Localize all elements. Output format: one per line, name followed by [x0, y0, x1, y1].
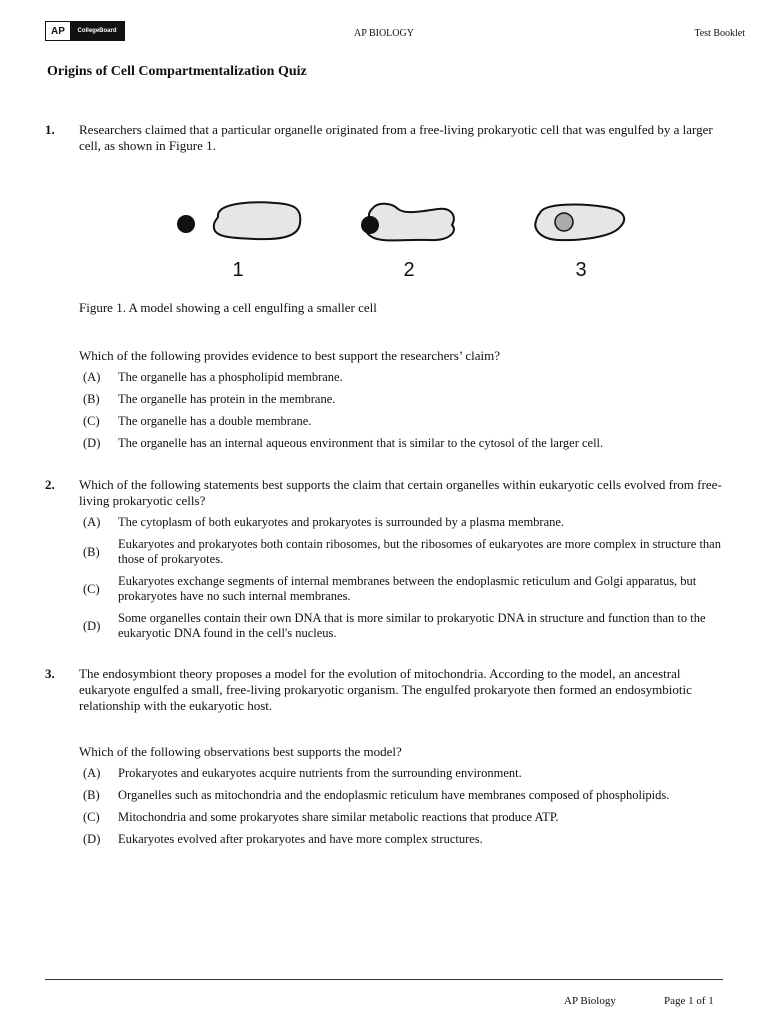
- option-text: The cytoplasm of both eukaryotes and prokaryotes is surrounded by a plasma membrane.: [118, 515, 565, 529]
- host-cell-icon: [535, 205, 624, 241]
- option-label: (B): [83, 544, 100, 559]
- answer-option[interactable]: [83, 788, 725, 803]
- answer-options: [83, 515, 725, 641]
- small-cell-icon: [177, 215, 195, 233]
- answer-option[interactable]: [83, 766, 725, 781]
- option-text: Eukaryotes evolved after prokaryotes and have more complex structures.: [118, 832, 483, 846]
- answer-options: [83, 766, 725, 847]
- answer-option[interactable]: [83, 392, 725, 407]
- engulfing-cell-icon: [367, 204, 454, 241]
- answer-option[interactable]: [83, 611, 725, 641]
- answer-option[interactable]: [83, 370, 725, 385]
- question-2: [45, 477, 725, 648]
- option-label: (D): [83, 832, 101, 846]
- logo-collegeboard-text: CollegeBoard: [70, 22, 124, 40]
- figure-label-3: 3: [575, 259, 587, 281]
- option-text: The organelle has a double membrane.: [118, 414, 312, 428]
- option-label: (C): [83, 414, 100, 428]
- option-label: (B): [83, 788, 100, 802]
- option-label: (A): [83, 515, 101, 529]
- page-header: [45, 20, 745, 44]
- answer-option[interactable]: [83, 810, 725, 825]
- answer-option[interactable]: [83, 414, 725, 429]
- engulfed-cell-icon: [361, 216, 379, 234]
- answer-option[interactable]: [83, 537, 725, 567]
- option-text: The organelle has an internal aqueous environment that is similar to the cytosol of the larger cell.: [118, 436, 604, 450]
- question-number: 2.: [45, 477, 55, 492]
- option-label: (D): [83, 436, 101, 450]
- option-text: Organelles such as mitochondria and the endoplasmic reticulum have membranes composed of phospholipids.: [118, 788, 670, 802]
- option-text: Prokaryotes and eukaryotes acquire nutrients from the surrounding environment.: [118, 766, 522, 780]
- question-3: [45, 666, 725, 714]
- figure-caption: Figure 1. A model showing a cell engulfing a smaller cell: [79, 300, 377, 315]
- header-subject: AP BIOLOGY: [354, 28, 414, 39]
- option-text: The organelle has a phospholipid membrane.: [118, 370, 343, 384]
- answer-option[interactable]: [83, 832, 725, 847]
- large-cell-icon: [214, 202, 301, 239]
- question-number: 3.: [45, 666, 55, 681]
- option-text: Some organelles contain their own DNA that is more similar to prokaryotic DNA in structure and function than to the eukaryotic DNA found in the cell's nucleus.: [118, 611, 706, 640]
- answer-option[interactable]: [83, 515, 725, 530]
- question-text: Which of the following statements best supports the claim that certain organelles within eukaryotic cells evolved from free-living prokaryotic cells?: [79, 477, 722, 508]
- question-prompt: Which of the following observations best supports the model?: [79, 744, 402, 759]
- option-text: The organelle has protein in the membrane.: [118, 392, 336, 406]
- answer-options: [83, 370, 725, 451]
- option-text: Mitochondria and some prokaryotes share similar metabolic reactions that produce ATP.: [118, 810, 559, 824]
- logo-ap-text: AP: [46, 22, 70, 40]
- question-number: 1.: [45, 122, 55, 137]
- option-label: (A): [83, 370, 101, 384]
- figure-1: [160, 195, 630, 290]
- cell-engulfing-diagram: [160, 195, 630, 290]
- option-label: (D): [83, 618, 101, 633]
- option-label: (C): [83, 581, 100, 596]
- question-1-prompt-block: [45, 348, 725, 458]
- answer-option[interactable]: [83, 436, 725, 451]
- question-prompt: Which of the following provides evidence to best support the researchers’ claim?: [79, 348, 501, 363]
- footer-divider: [45, 979, 723, 980]
- figure-label-2: 2: [403, 259, 415, 281]
- option-label: (C): [83, 810, 100, 824]
- figure-label-1: 1: [232, 259, 244, 281]
- footer-subject: AP Biology: [564, 995, 616, 1007]
- answer-option[interactable]: [83, 574, 725, 604]
- option-label: (A): [83, 766, 101, 780]
- question-text: The endosymbiont theory proposes a model for the evolution of mitochondria. According to the model, an ancestral eukaryote engulfed a small, free-living prokaryotic organism. The engulfed prokaryote then formed an endosymbiotic relationship with the eukaryotic host.: [79, 666, 692, 713]
- option-text: Eukaryotes and prokaryotes both contain ribosomes, but the ribosomes of eukaryotes are more complex in structure than those of prokaryotes.: [118, 537, 721, 566]
- page-title: Origins of Cell Compartmentalization Quiz: [47, 64, 307, 79]
- organelle-icon: [555, 213, 573, 231]
- question-3-prompt-block: [45, 744, 725, 854]
- option-label: (B): [83, 392, 100, 406]
- question-1: [45, 122, 725, 154]
- option-text: Eukaryotes exchange segments of internal membranes between the endoplasmic reticulum and Golgi apparatus, but prokaryotes have no such internal membranes.: [118, 574, 697, 603]
- page-number: Page 1 of 1: [664, 995, 714, 1007]
- header-booklet: Test Booklet: [694, 28, 745, 39]
- question-text: Researchers claimed that a particular organelle originated from a free-living prokaryotic cell that was engulfed by a larger cell, as shown in Figure 1.: [79, 122, 713, 153]
